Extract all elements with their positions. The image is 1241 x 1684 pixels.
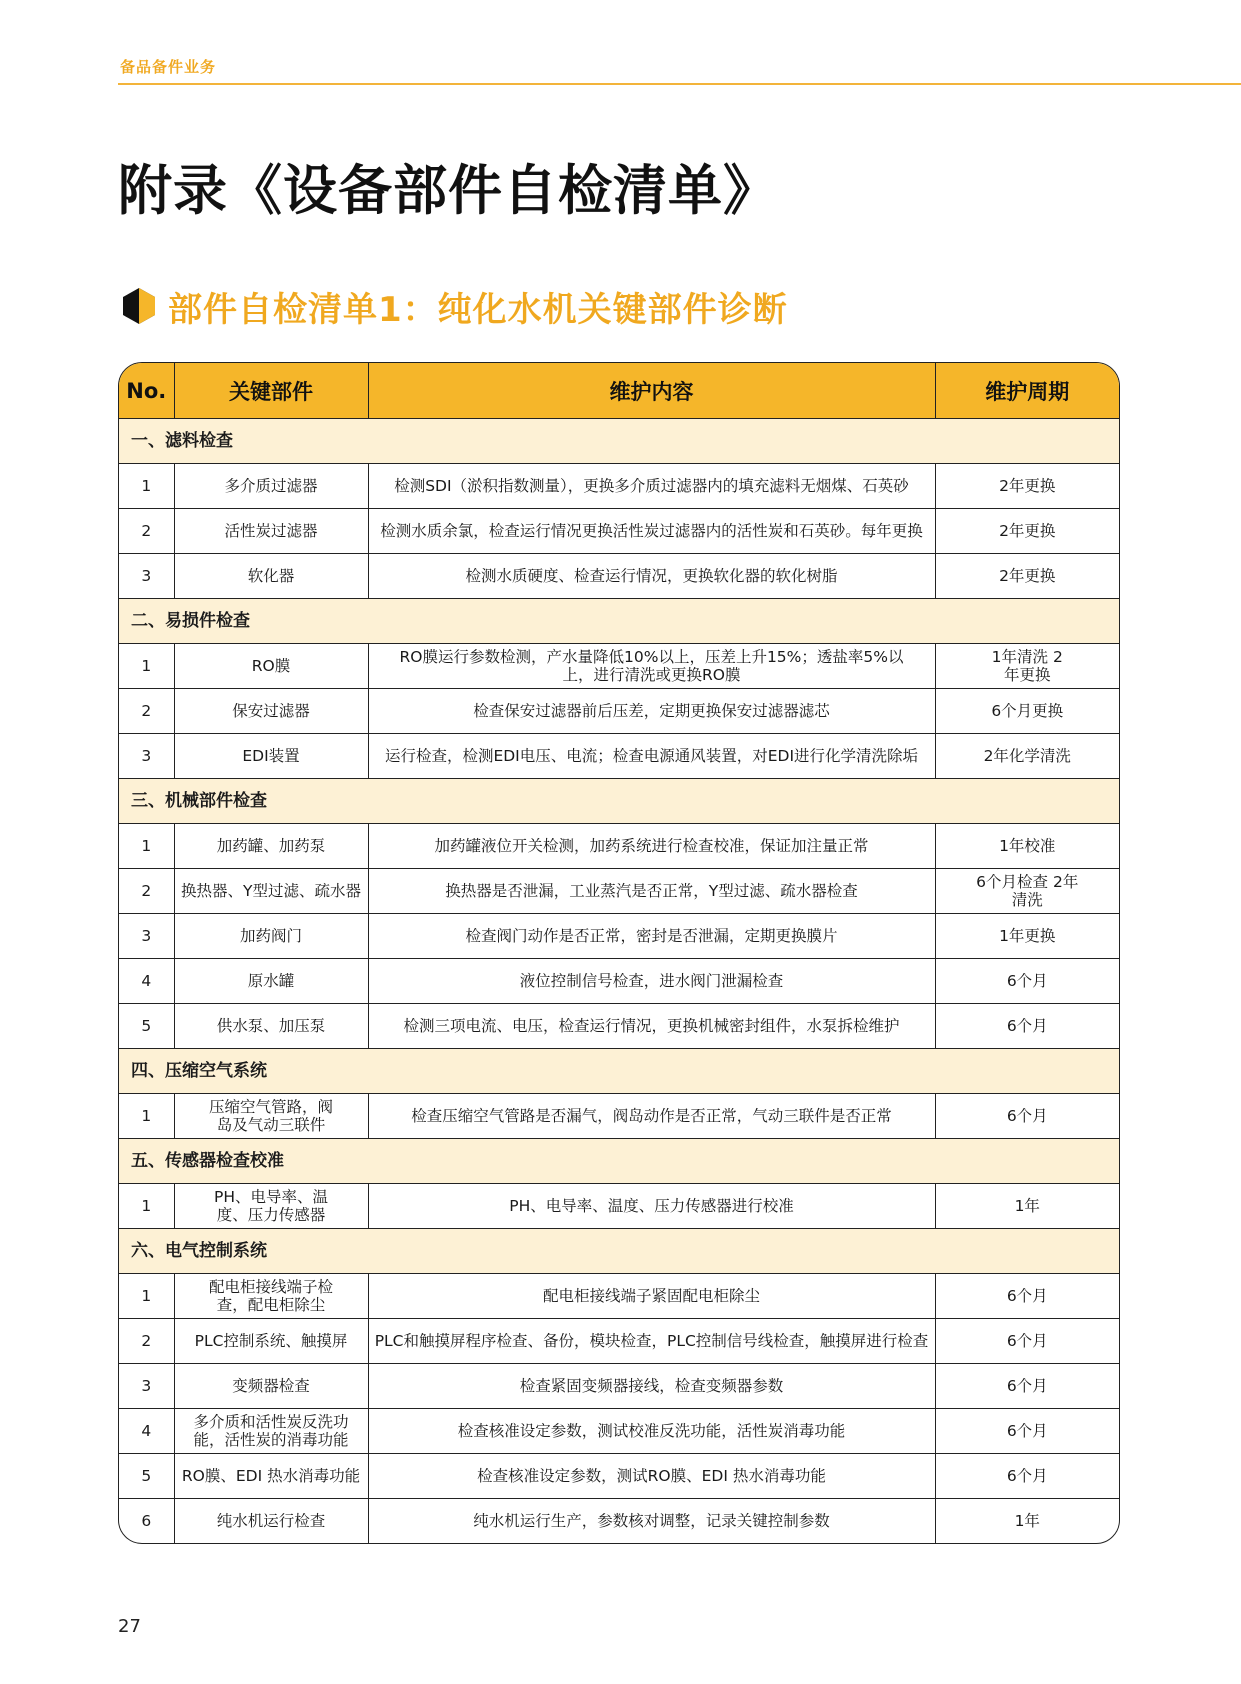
- table-row: [119, 509, 1119, 554]
- cell-part: 加药罐、加药泵: [174, 824, 368, 869]
- section-heading-text: 部件自检清单1：纯化水机关键部件诊断: [168, 289, 788, 330]
- cell-cycle: 1年更换: [935, 914, 1119, 959]
- cell-no: 1: [119, 1184, 174, 1229]
- header-cycle: 维护周期: [935, 363, 1119, 419]
- cell-no: 1: [119, 644, 174, 689]
- cell-no: 3: [119, 554, 174, 599]
- table-row: [119, 554, 1119, 599]
- table-row: [119, 1004, 1119, 1049]
- cell-part: 软化器: [174, 554, 368, 599]
- cell-no: 2: [119, 509, 174, 554]
- hexagon-bullet-icon: [122, 287, 156, 325]
- table-row: [119, 1454, 1119, 1499]
- cell-content: 检查阀门动作是否正常，密封是否泄漏，定期更换膜片: [368, 914, 935, 959]
- cell-content: 检查保安过滤器前后压差，定期更换保安过滤器滤芯: [368, 689, 935, 734]
- cell-cycle: 6个月: [935, 1319, 1119, 1364]
- running-head: 备品备件业务: [120, 58, 217, 76]
- cell-no: 5: [119, 1004, 174, 1049]
- table-row: [119, 689, 1119, 734]
- cell-part: 换热器、Y型过滤、疏水器: [174, 869, 368, 914]
- cell-part: 多介质和活性炭反洗功能，活性炭的消毒功能: [174, 1409, 368, 1454]
- section-row: [119, 419, 1119, 464]
- section-title: 五、传感器检查校准: [119, 1139, 1119, 1184]
- cell-content: 纯水机运行生产，参数核对调整，记录关键控制参数: [368, 1499, 935, 1544]
- cell-cycle: 1年校准: [935, 824, 1119, 869]
- cell-no: 3: [119, 914, 174, 959]
- cell-no: 4: [119, 959, 174, 1004]
- header-rule: [118, 83, 1241, 85]
- cell-part: 加药阀门: [174, 914, 368, 959]
- cell-part: RO膜、EDI 热水消毒功能: [174, 1454, 368, 1499]
- table-row: [119, 464, 1119, 509]
- cell-no: 1: [119, 1094, 174, 1139]
- table-row: [119, 1274, 1119, 1319]
- cell-content: 检测水质余氯，检查运行情况更换活性炭过滤器内的活性炭和石英砂。每年更换: [368, 509, 935, 554]
- cell-content: 换热器是否泄漏，工业蒸汽是否正常，Y型过滤、疏水器检查: [368, 869, 935, 914]
- table-row: [119, 734, 1119, 779]
- section-title: 六、电气控制系统: [119, 1229, 1119, 1274]
- section-heading: [122, 284, 788, 328]
- cell-content: 配电柜接线端子紧固配电柜除尘: [368, 1274, 935, 1319]
- cell-no: 4: [119, 1409, 174, 1454]
- table-row: [119, 1184, 1119, 1229]
- section-title: 三、机械部件检查: [119, 779, 1119, 824]
- section-row: [119, 1139, 1119, 1184]
- cell-cycle: 1年清洗 2年更换: [935, 644, 1119, 689]
- cell-part: PLC控制系统、触摸屏: [174, 1319, 368, 1364]
- table-row: [119, 959, 1119, 1004]
- cell-no: 5: [119, 1454, 174, 1499]
- cell-content: 检测三项电流、电压，检查运行情况，更换机械密封组件，水泵拆检维护: [368, 1004, 935, 1049]
- section-row: [119, 1049, 1119, 1094]
- cell-part: 供水泵、加压泵: [174, 1004, 368, 1049]
- cell-part: 压缩空气管路，阀岛及气动三联件: [174, 1094, 368, 1139]
- cell-content: 液位控制信号检查，进水阀门泄漏检查: [368, 959, 935, 1004]
- table-row: [119, 1319, 1119, 1364]
- header-content: 维护内容: [368, 363, 935, 419]
- cell-part: 纯水机运行检查: [174, 1499, 368, 1544]
- table-row: [119, 1499, 1119, 1544]
- cell-content: 检测水质硬度、检查运行情况，更换软化器的软化树脂: [368, 554, 935, 599]
- cell-cycle: 2年更换: [935, 554, 1119, 599]
- table-row: [119, 1409, 1119, 1454]
- page-number: 27: [118, 1616, 141, 1637]
- cell-content: 加药罐液位开关检测，加药系统进行检查校准，保证加注量正常: [368, 824, 935, 869]
- header-part: 关键部件: [174, 363, 368, 419]
- cell-content: PLC和触摸屏程序检查、备份，模块检查，PLC控制信号线检查，触摸屏进行检查: [368, 1319, 935, 1364]
- cell-cycle: 2年更换: [935, 464, 1119, 509]
- cell-no: 6: [119, 1499, 174, 1544]
- cell-cycle: 6个月: [935, 1004, 1119, 1049]
- cell-no: 3: [119, 734, 174, 779]
- cell-part: 配电柜接线端子检查，配电柜除尘: [174, 1274, 368, 1319]
- cell-content: 检查核准设定参数，测试校准反洗功能，活性炭消毒功能: [368, 1409, 935, 1454]
- cell-content: 检查压缩空气管路是否漏气，阀岛动作是否正常，气动三联件是否正常: [368, 1094, 935, 1139]
- table-row: [119, 1364, 1119, 1409]
- page-title: 附录《设备部件自检清单》: [118, 159, 778, 222]
- cell-content: 检查紧固变频器接线，检查变频器参数: [368, 1364, 935, 1409]
- checklist-table: [118, 362, 1120, 1544]
- table-row: [119, 824, 1119, 869]
- cell-no: 2: [119, 689, 174, 734]
- cell-part: 保安过滤器: [174, 689, 368, 734]
- cell-content: 运行检查，检测EDI电压、电流；检查电源通风装置，对EDI进行化学清洗除垢: [368, 734, 935, 779]
- cell-content: 检测SDI（淤积指数测量），更换多介质过滤器内的填充滤料无烟煤、石英砂: [368, 464, 935, 509]
- cell-part: 变频器检查: [174, 1364, 368, 1409]
- cell-cycle: 6个月: [935, 1409, 1119, 1454]
- table-row: [119, 1094, 1119, 1139]
- cell-cycle: 6个月: [935, 1364, 1119, 1409]
- cell-part: 原水罐: [174, 959, 368, 1004]
- cell-cycle: 6个月: [935, 959, 1119, 1004]
- table-row: [119, 914, 1119, 959]
- cell-part: 多介质过滤器: [174, 464, 368, 509]
- cell-no: 2: [119, 869, 174, 914]
- cell-cycle: 1年: [1014, 1512, 1040, 1530]
- header-no: No.: [119, 363, 174, 419]
- section-row: [119, 779, 1119, 824]
- cell-no: 1: [119, 464, 174, 509]
- cell-part: EDI装置: [174, 734, 368, 779]
- table-header-row: [119, 363, 1119, 419]
- cell-cycle: 1年: [935, 1184, 1119, 1229]
- cell-part: PH、电导率、温度、压力传感器: [174, 1184, 368, 1229]
- cell-part: RO膜: [174, 644, 368, 689]
- section-title: 二、易损件检查: [119, 599, 1119, 644]
- section-row: [119, 599, 1119, 644]
- table-row: [119, 644, 1119, 689]
- cell-content: 检查核准设定参数，测试RO膜、EDI 热水消毒功能: [368, 1454, 935, 1499]
- cell-cycle: 2年更换: [935, 509, 1119, 554]
- cell-cycle: 6个月: [935, 1094, 1119, 1139]
- section-title: 四、压缩空气系统: [119, 1049, 1119, 1094]
- cell-cycle: 6个月更换: [935, 689, 1119, 734]
- cell-no: 3: [119, 1364, 174, 1409]
- section-row: [119, 1229, 1119, 1274]
- cell-cycle: 2年化学清洗: [935, 734, 1119, 779]
- cell-content: RO膜运行参数检测，产水量降低10%以上，压差上升15%；透盐率5%以上，进行清洗或更换RO膜: [368, 644, 935, 689]
- table-row: [119, 869, 1119, 914]
- cell-no: 1: [119, 824, 174, 869]
- cell-no: 1: [119, 1274, 174, 1319]
- cell-cycle: 6个月: [935, 1274, 1119, 1319]
- cell-no: 2: [119, 1319, 174, 1364]
- cell-cycle: 6个月: [935, 1454, 1119, 1499]
- cell-content: PH、电导率、温度、压力传感器进行校准: [368, 1184, 935, 1229]
- cell-part: 活性炭过滤器: [174, 509, 368, 554]
- section-title: 一、滤料检查: [119, 419, 1119, 464]
- cell-cycle: 6个月检查 2年清洗: [935, 869, 1119, 914]
